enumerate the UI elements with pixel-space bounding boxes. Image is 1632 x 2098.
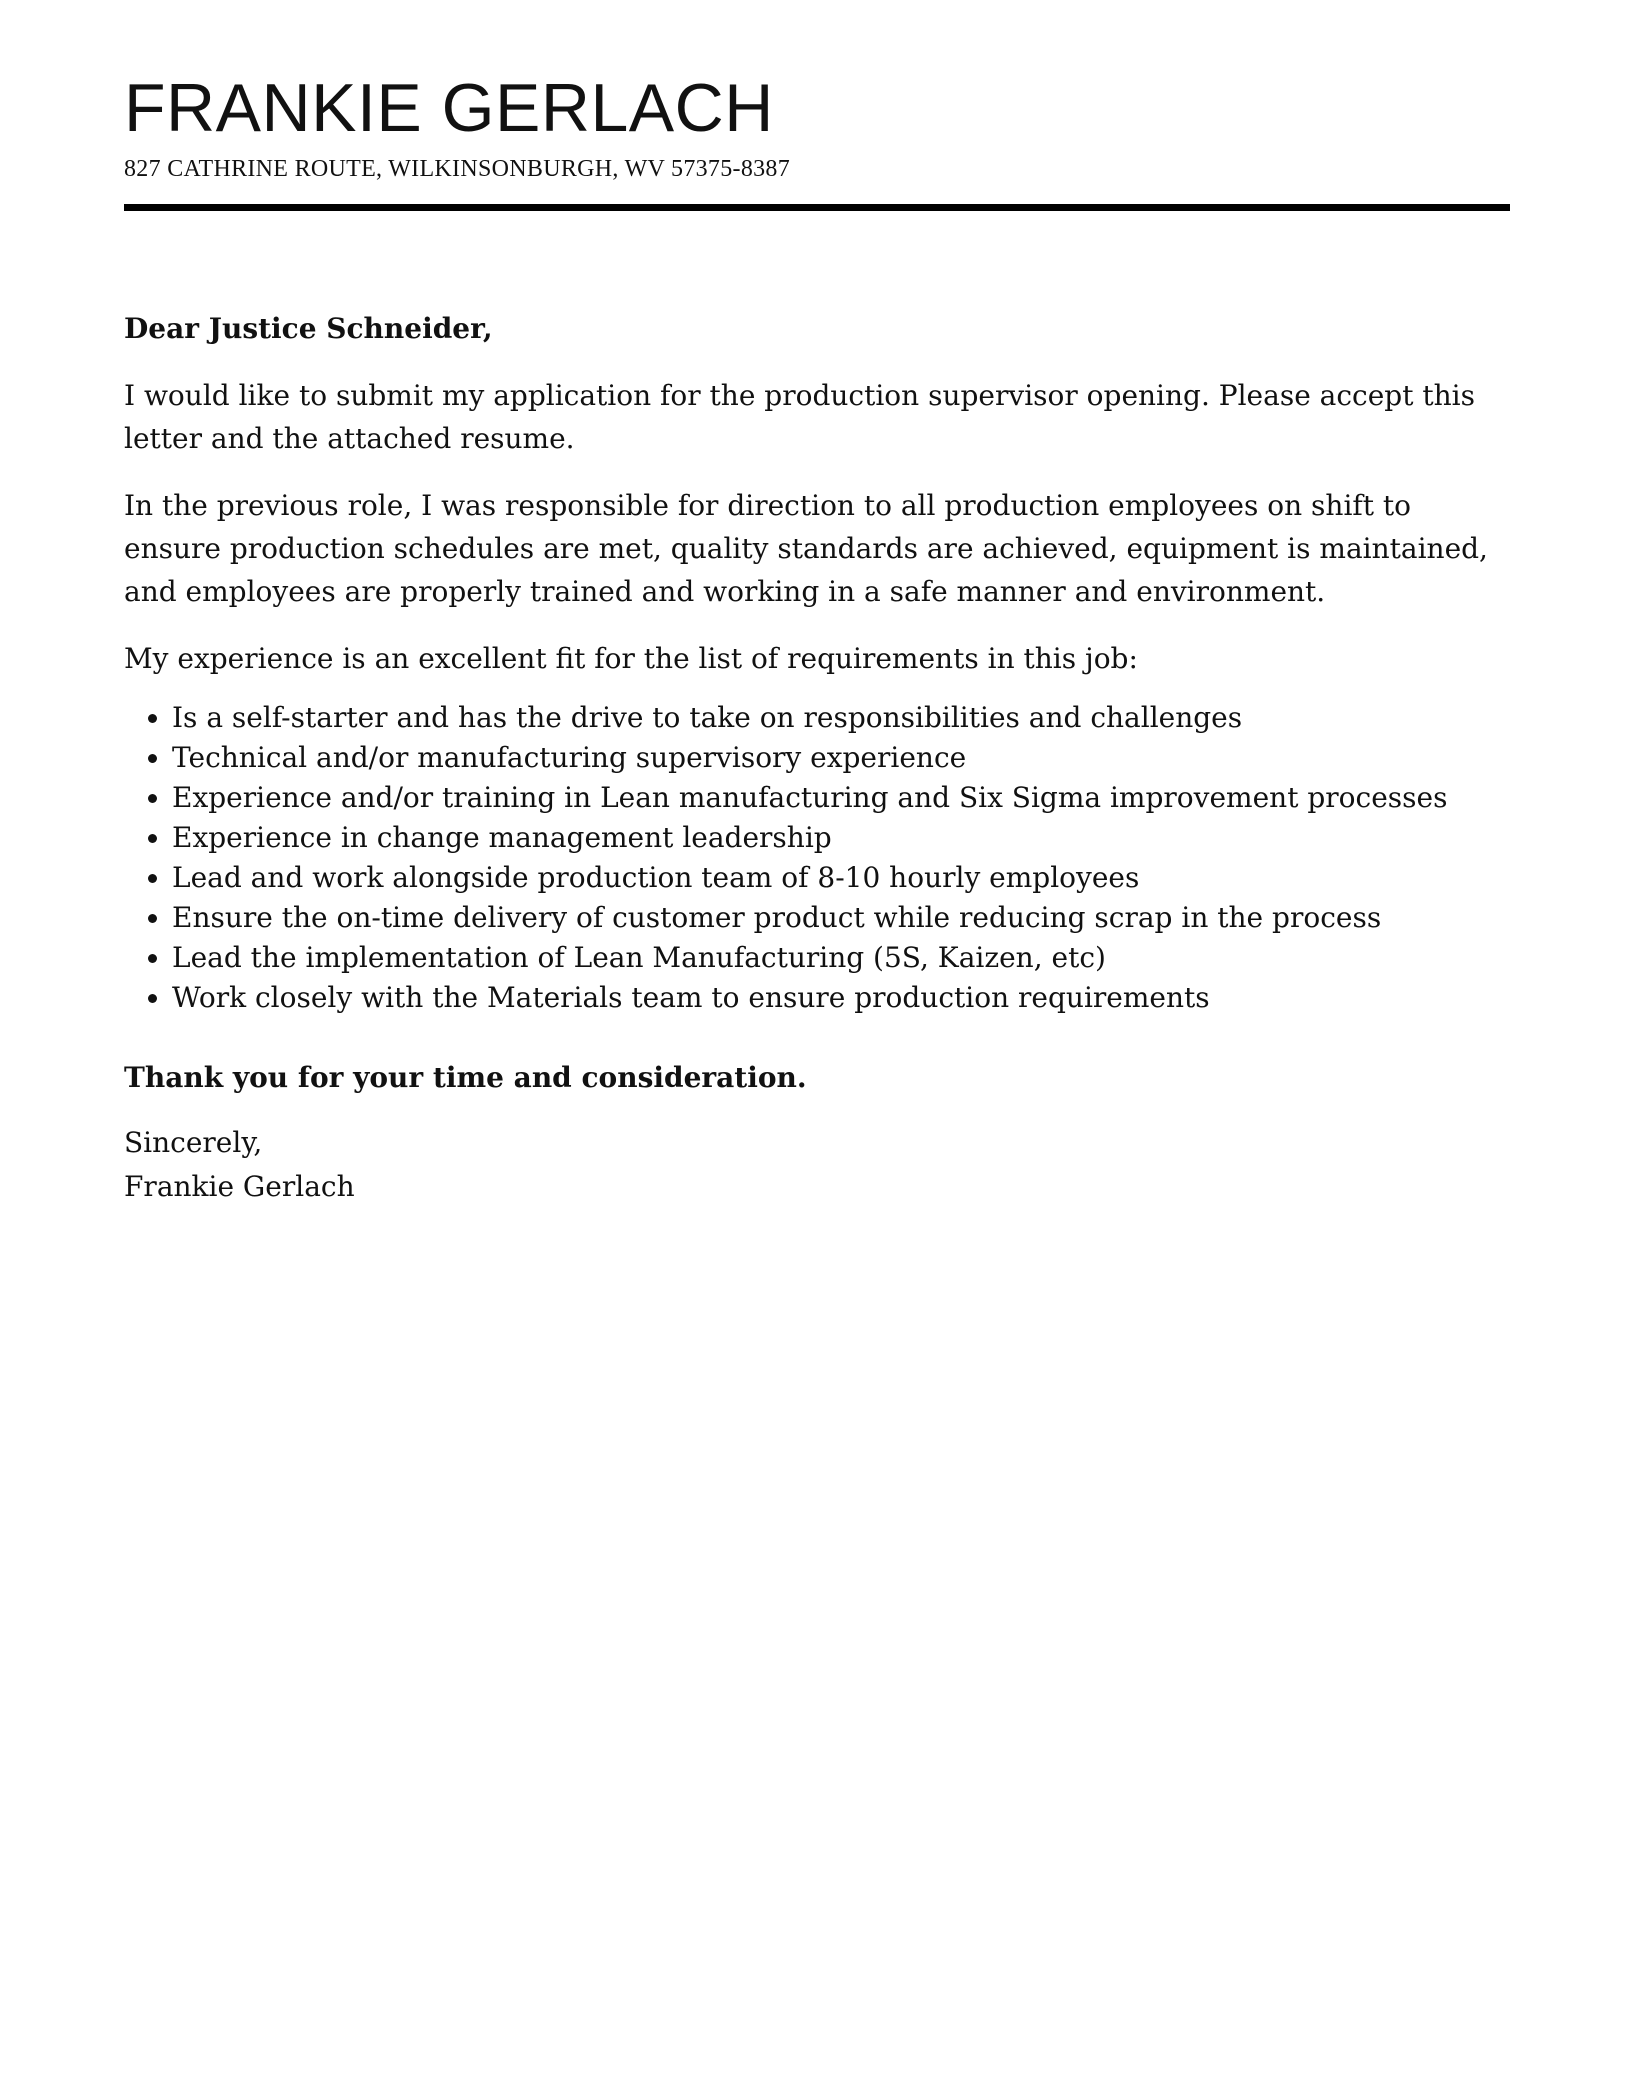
paragraph-requirements-intro: My experience is an excellent fit for the list of requirements in this job: <box>124 642 1138 675</box>
thanks-line: Thank you for your time and consideration. <box>124 1061 807 1094</box>
paragraph-intro: I would like to submit my application for the production supervisor opening. Please accept this letter and the attached resume. <box>124 379 1475 455</box>
closing: Sincerely, <box>124 1126 263 1159</box>
cover-letter-page <box>124 68 1510 1209</box>
paragraph-experience: In the previous role, I was responsible for direction to all production employees on shift to ensure production schedules are met, quality standards are achieved, equipment is maintained, and employees are properly trained and working in a safe manner and environment. <box>124 489 1488 608</box>
list-item: • Experience and/or training in Lean manufacturing and Six Sigma improvement processes <box>172 778 1510 818</box>
header-divider <box>124 204 1510 211</box>
list-item: • Ensure the on-time delivery of customer product while reducing scrap in the process <box>172 898 1510 938</box>
signature-name: Frankie Gerlach <box>124 1170 355 1203</box>
list-item: • Lead the implementation of Lean Manufacturing (5S, Kaizen, etc) <box>172 938 1510 978</box>
salutation: Dear Justice Schneider, <box>124 312 493 345</box>
list-item: • Technical and/or manufacturing supervisory experience <box>172 738 1510 778</box>
list-item: • Is a self-starter and has the drive to take on responsibilities and challenges <box>172 698 1510 738</box>
list-item: • Experience in change management leadership <box>172 818 1510 858</box>
list-item: • Work closely with the Materials team to ensure production requirements <box>172 978 1510 1018</box>
applicant-address: 827 CATHRINE ROUTE, WILKINSONBURGH, WV 57375-8387 <box>124 156 791 182</box>
requirements-list <box>124 698 1510 1018</box>
letter-body <box>124 307 1510 1209</box>
applicant-name: FRANKIE GERLACH <box>124 70 774 146</box>
list-item: • Lead and work alongside production team of 8-10 hourly employees <box>172 858 1510 898</box>
